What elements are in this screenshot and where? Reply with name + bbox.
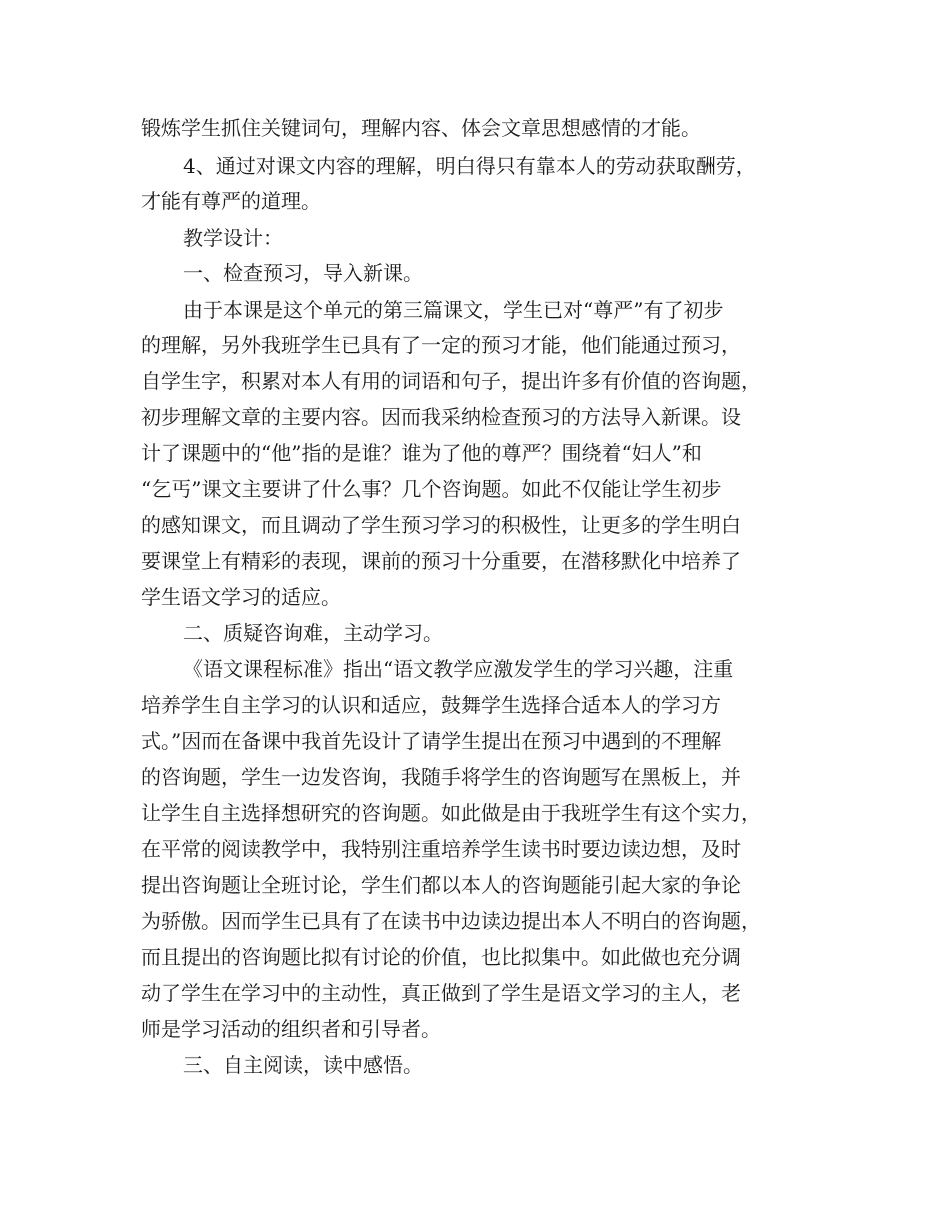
text-line: 由于本课是这个单元的第三篇课文，学生已对“尊严”有了初步 <box>183 298 724 322</box>
text-line: 《语文课程标准》指出“语文教学应激发学生的学习兴趣，注重 <box>183 657 734 681</box>
text-line: 4、通过对课文内容的理解，明白得只有靠本人的劳动获取酬劳， <box>183 154 756 178</box>
text-line: 自学生字，积累对本人有用的词语和句子，提出许多有价值的咨询题， <box>141 369 761 393</box>
text-line: 动了学生在学习中的主动性，真正做到了学生是语文学习的主人，老 <box>141 981 741 1005</box>
text-line: 式。”因而在备课中我首先设计了请学生提出在预习中遇到的不理解 <box>141 729 722 753</box>
section-heading: 教学设计： <box>183 226 283 250</box>
text-line: 锻炼学生抓住关键词句，理解内容、体会文章思想感情的才能。 <box>141 116 701 140</box>
text-line: 才能有尊严的道理。 <box>141 189 321 213</box>
text-line: 培养学生自主学习的认识和适应，鼓舞学生选择合适本人的学习方 <box>141 693 721 717</box>
text-line: “乞丐”课文主要讲了什么事？几个咨询题。如此不仅能让学生初步 <box>141 477 722 501</box>
text-line: 为骄傲。因而学生已具有了在读书中边读边提出本人不明白的咨询题， <box>141 909 761 933</box>
text-line: 的感知课文，而且调动了学生预习学习的积极性，让更多的学生明白 <box>141 513 741 537</box>
text-line: 让学生自主选择想研究的咨询题。如此做是由于我班学生有这个实力， <box>141 801 761 825</box>
text-line: 而且提出的咨询题比拟有讨论的价值，也比拟集中。如此做也充分调 <box>141 945 741 969</box>
text-line: 初步理解文章的主要内容。因而我采纳检查预习的方法导入新课。设 <box>141 405 741 429</box>
section-heading: 一、检查预习，导入新课。 <box>183 261 423 285</box>
text-line: 的咨询题，学生一边发咨询，我随手将学生的咨询题写在黑板上，并 <box>141 765 741 789</box>
text-line: 计了课题中的“他”指的是谁？谁为了他的尊严？围绕着“妇人”和 <box>141 441 702 465</box>
text-line: 学生语文学习的适应。 <box>141 585 341 609</box>
text-line: 在平常的阅读教学中，我特别注重培养学生读书时要边读边想，及时 <box>141 837 741 861</box>
text-line: 的理解，另外我班学生已具有了一定的预习才能，他们能通过预习， <box>141 333 741 357</box>
section-heading: 三、自主阅读，读中感悟。 <box>183 1053 423 1077</box>
text-line: 提出咨询题让全班讨论，学生们都以本人的咨询题能引起大家的争论 <box>141 873 741 897</box>
text-line: 师是学习活动的组织者和引导者。 <box>141 1017 441 1041</box>
section-heading: 二、质疑咨询难，主动学习。 <box>183 621 443 645</box>
text-line: 要课堂上有精彩的表现，课前的预习十分重要，在潜移默化中培养了 <box>141 549 741 573</box>
